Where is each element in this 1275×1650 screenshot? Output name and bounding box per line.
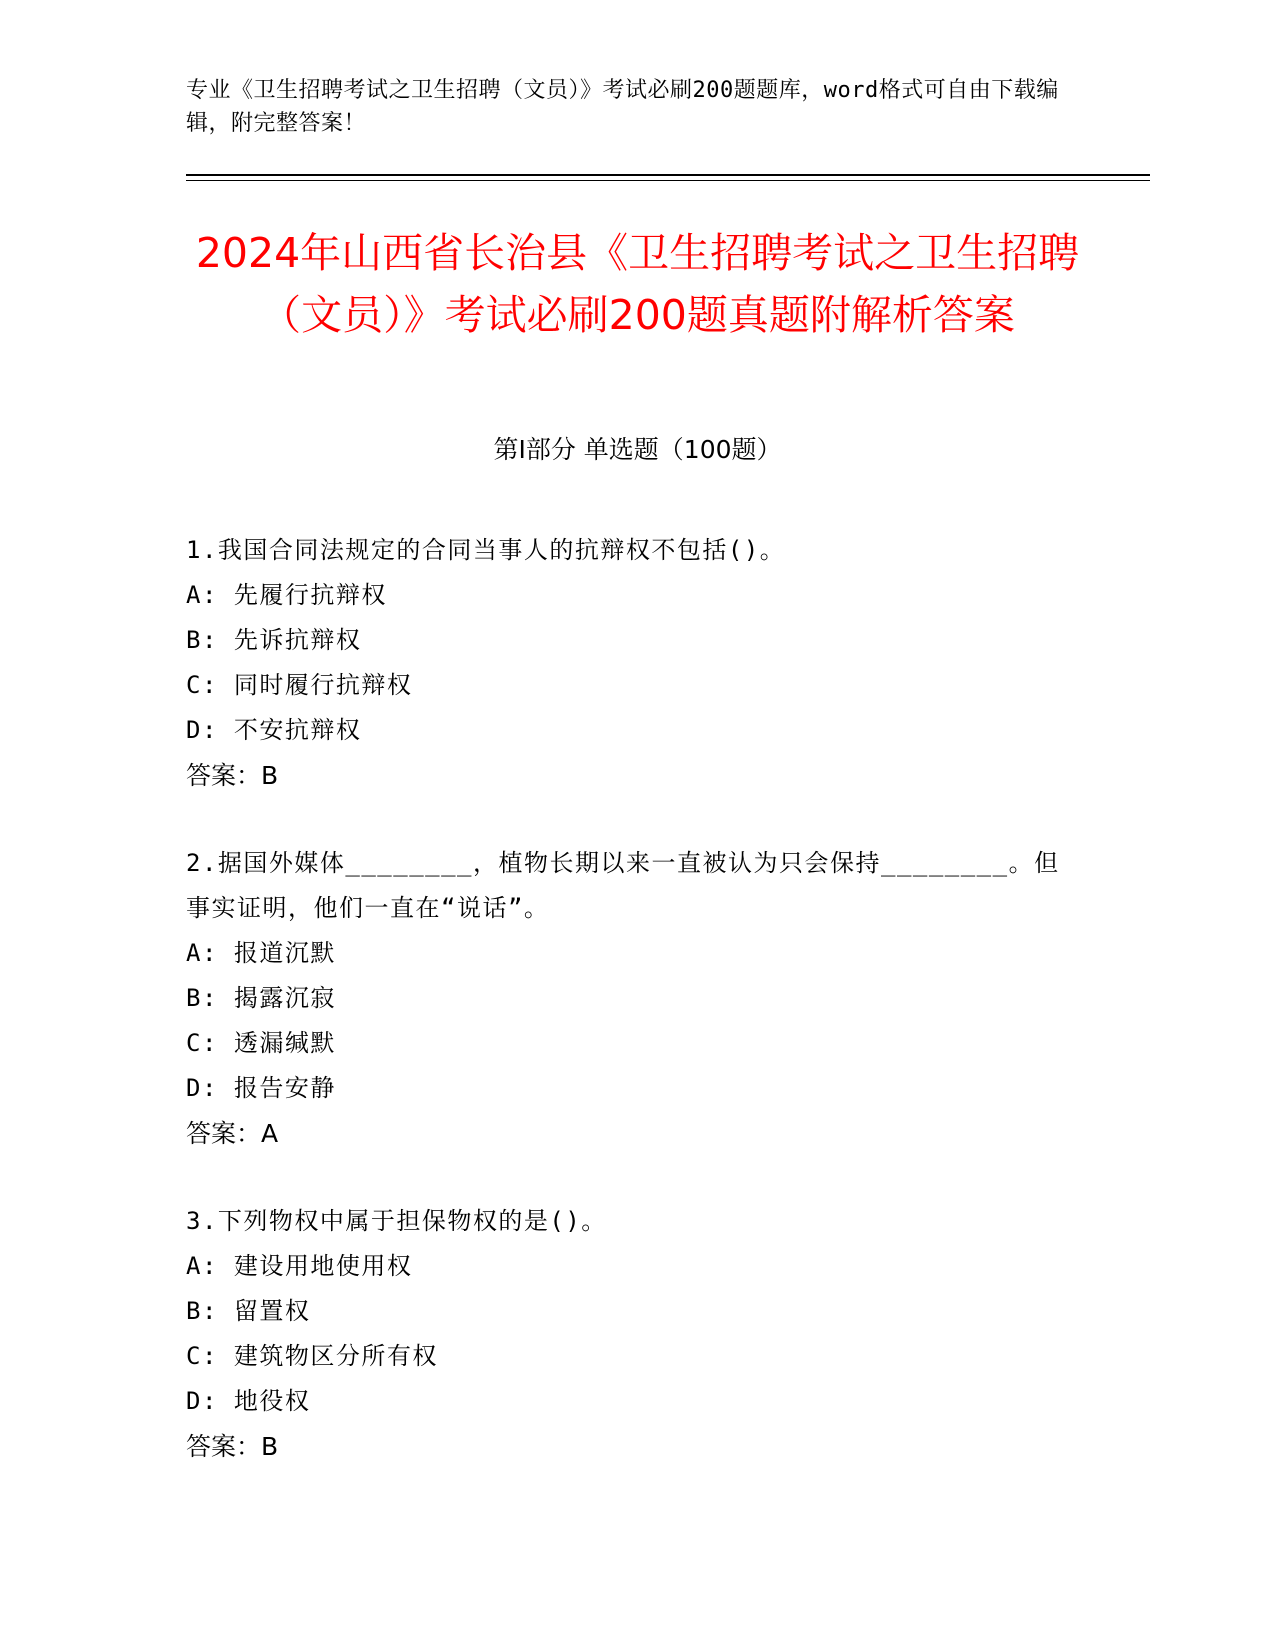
question-stem: 1.我国合同法规定的合同当事人的抗辩权不包括()。 bbox=[186, 536, 786, 564]
option-a: A: 报道沉默 bbox=[186, 939, 336, 967]
option-b: B: 留置权 bbox=[186, 1297, 311, 1325]
option-c: C: 同时履行抗辩权 bbox=[186, 671, 413, 699]
option-d: D: 报告安静 bbox=[186, 1074, 336, 1102]
option-a: A: 建设用地使用权 bbox=[186, 1252, 413, 1280]
question-stem: 3.下列物权中属于担保物权的是()。 bbox=[186, 1207, 607, 1235]
option-c: C: 透漏缄默 bbox=[186, 1029, 336, 1057]
option-a: A: 先履行抗辩权 bbox=[186, 581, 387, 609]
question-1 bbox=[186, 528, 1066, 798]
answer: 答案：B bbox=[186, 1432, 279, 1461]
header-note: 专业《卫生招聘考试之卫生招聘（文员）》考试必刷200题题库，word格式可自由下载编辑，附完整答案！ bbox=[186, 78, 1059, 136]
option-b: B: 先诉抗辩权 bbox=[186, 626, 362, 654]
answer: 答案：A bbox=[186, 1119, 279, 1148]
header-divider-thin bbox=[186, 180, 1150, 181]
header-divider-thick bbox=[186, 174, 1150, 176]
option-d: D: 不安抗辩权 bbox=[186, 716, 362, 744]
option-d: D: 地役权 bbox=[186, 1387, 311, 1415]
question-2 bbox=[186, 841, 1066, 1156]
option-c: C: 建筑物区分所有权 bbox=[186, 1342, 438, 1370]
question-list bbox=[186, 528, 1066, 1512]
question-stem: 2.据国外媒体________，植物长期以来一直被认为只会保持________。但事实证明，他们一直在“说话”。 bbox=[186, 849, 1060, 922]
question-3 bbox=[186, 1199, 1066, 1469]
section-title: 第I部分 单选题（100题） bbox=[493, 435, 782, 464]
document-title: 2024年山西省长治县《卫生招聘考试之卫生招聘（文员）》考试必刷200题真题附解析答案 bbox=[195, 229, 1080, 339]
option-b: B: 揭露沉寂 bbox=[186, 984, 336, 1012]
answer: 答案：B bbox=[186, 761, 279, 790]
